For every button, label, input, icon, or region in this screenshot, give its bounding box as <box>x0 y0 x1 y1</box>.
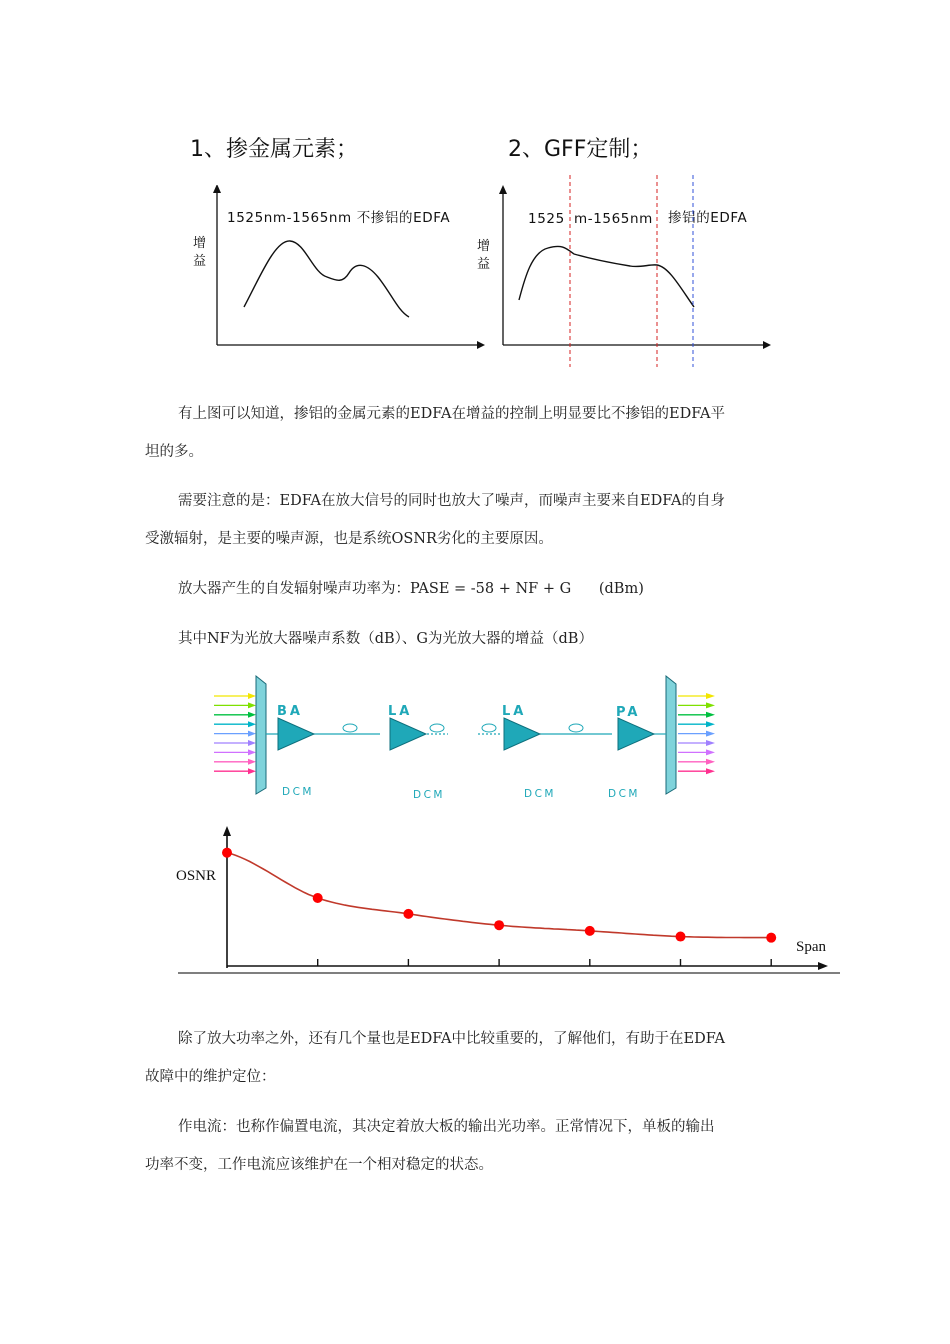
fiber-coil-2 <box>430 724 444 732</box>
p6-line1: 作电流：也称作偏置电流，其决定着放大板的输出光功率。正常情况下，单板的输出 <box>178 1119 715 1135</box>
input-arrow-head <box>248 721 256 727</box>
dcm-label-3: DCM <box>524 788 556 800</box>
p2-line2: 受激辐射，是主要的噪声源，也是系统OSNR劣化的主要原因。 <box>145 531 553 547</box>
output-arrow-head <box>706 712 715 718</box>
p4-text: 其中NF为光放大器噪声系数（dB）、G为光放大器的增益（dB） <box>178 631 593 647</box>
osnr-point <box>676 932 686 942</box>
fiber-coil-1 <box>343 724 357 732</box>
paragraph-noise-source <box>145 482 810 558</box>
osnr-point <box>403 909 413 919</box>
amplifier-la-2 <box>504 718 540 750</box>
output-arrow-head <box>706 721 715 727</box>
amplifier-ba <box>278 718 314 750</box>
output-arrow-head <box>706 749 715 755</box>
chart-label-al-part1: 1525 <box>528 211 565 227</box>
gain-char-2: 益 <box>193 254 207 269</box>
amp-label-la-2: LA <box>502 704 527 719</box>
input-arrow-head <box>248 749 256 755</box>
gain-curve-non-al <box>244 241 409 317</box>
p1-line2: 坦的多。 <box>145 444 203 460</box>
gain-char-2: 益 <box>477 257 491 272</box>
paragraph-working-current <box>145 1108 810 1184</box>
heading-gff-custom: 2、GFF定制； <box>508 137 653 162</box>
y-axis-arrow <box>223 826 231 836</box>
heading-doped-metal: 1、掺金属元素； <box>190 137 358 162</box>
osnr-point <box>766 933 776 943</box>
output-arrow-head <box>706 768 715 774</box>
span-axis-label: Span <box>796 939 826 955</box>
osnr-point <box>494 920 504 930</box>
gain-chart-non-al-edfa <box>185 185 490 355</box>
osnr-axis-label: OSNR <box>176 868 217 884</box>
osnr-point <box>585 926 595 936</box>
y-axis-arrow <box>499 185 507 194</box>
chart-label-al-part2: m-1565nm <box>574 211 653 227</box>
dcm-label-2: DCM <box>413 789 445 801</box>
amp-label-ba: BA <box>277 704 303 719</box>
gain-char-1: 增 <box>193 236 207 251</box>
input-arrow-head <box>248 759 256 765</box>
output-arrow-head <box>706 740 715 746</box>
osnr-points <box>222 848 776 943</box>
p5-line1: 除了放大功率之外，还有几个量也是EDFA中比较重要的，了解他们，有助于在EDFA <box>178 1031 725 1047</box>
amp-label-pa: PA <box>616 705 641 720</box>
osnr-point <box>313 893 323 903</box>
input-arrow-head <box>248 693 256 699</box>
input-arrow-head <box>248 712 256 718</box>
osnr-span-chart <box>170 820 850 985</box>
paragraph-pase-formula <box>145 570 810 608</box>
p6-line2: 功率不变，工作电流应该维护在一个相对稳定的状态。 <box>145 1157 493 1173</box>
output-wavelength-arrows <box>678 693 715 774</box>
input-arrow-head <box>248 768 256 774</box>
gain-char-1: 增 <box>477 239 491 254</box>
input-arrow-head <box>248 702 256 708</box>
input-arrow-head <box>248 740 256 746</box>
amp-label-la-1: LA <box>388 704 413 719</box>
x-axis-arrow <box>818 962 828 970</box>
paragraph-other-quantities <box>145 1020 810 1096</box>
output-arrow-head <box>706 693 715 699</box>
x-ticks <box>318 959 772 966</box>
chart-label-al-part3: 掺铝的EDFA <box>668 210 748 226</box>
p1-line1: 有上图可以知道，掺铝的金属元素的EDFA在增益的控制上明显要比不掺铝的EDFA平 <box>178 406 725 422</box>
dcm-label-1: DCM <box>282 786 314 798</box>
mux-left <box>256 676 266 794</box>
p5-line2: 故障中的维护定位： <box>145 1069 276 1085</box>
amplifier-pa <box>618 718 654 750</box>
paragraph-aluminium-gain <box>145 395 810 471</box>
chart-label-non-al: 1525nm-1565nm 不掺铝的EDFA <box>227 210 451 226</box>
p3-text: 放大器产生的自发辐射噪声功率为：PASE = -58 + NF + G (dBm) <box>178 581 644 597</box>
output-arrow-head <box>706 731 715 737</box>
osnr-point <box>222 848 232 858</box>
output-arrow-head <box>706 759 715 765</box>
input-arrow-head <box>248 731 256 737</box>
dcm-label-4: DCM <box>608 788 640 800</box>
gain-chart-al-edfa <box>470 172 780 372</box>
demux-right <box>666 676 676 794</box>
optical-link-diagram <box>200 670 730 805</box>
fiber-coil-4 <box>569 724 583 732</box>
amplifier-la-1 <box>390 718 426 750</box>
input-wavelength-arrows <box>214 693 256 774</box>
x-axis-arrow <box>763 341 771 349</box>
p2-line1: 需要注意的是：EDFA在放大信号的同时也放大了噪声，而噪声主要来自EDFA的自身 <box>178 493 725 509</box>
output-arrow-head <box>706 702 715 708</box>
fiber-coil-3 <box>482 724 496 732</box>
paragraph-nf-g-definition <box>145 620 810 658</box>
gain-curve-al <box>519 246 694 307</box>
y-axis-arrow <box>213 185 221 193</box>
